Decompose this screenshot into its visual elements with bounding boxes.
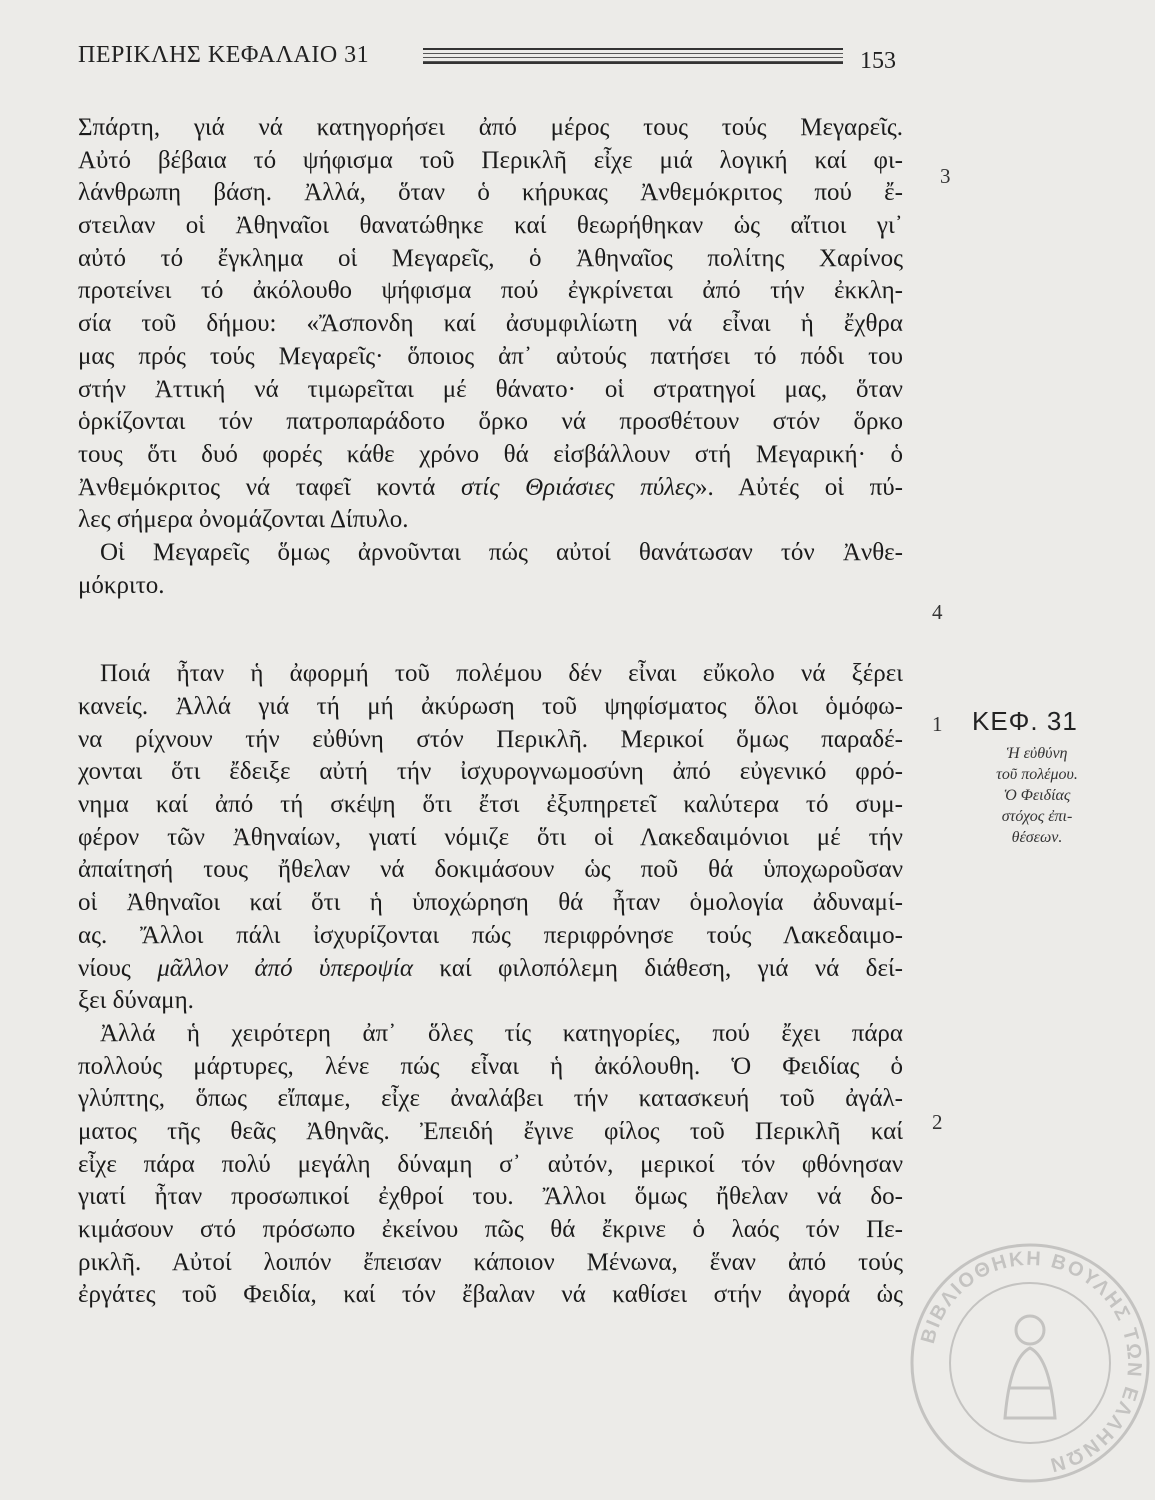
text-line: ρικλῆ. Αὐτοί λοιπόν ἔπεισαν κάποιον Μένωνα, ἕναν ἀπό τούς bbox=[78, 1248, 903, 1276]
text-line bbox=[78, 953, 903, 986]
section-marker: 3 bbox=[940, 164, 951, 188]
margin-note-line: Ὁ Φειδίας bbox=[1003, 787, 1071, 804]
margin-note-line: Ἡ εὐθύνη bbox=[1006, 745, 1068, 762]
text-line: μόκριτο. bbox=[78, 571, 165, 599]
paragraph-gap bbox=[78, 602, 903, 658]
italic-phrase: μᾶλλον ἀπό ὑπεροψία bbox=[157, 954, 413, 982]
text-segment: ». Αὐτές οἱ πύ- bbox=[695, 473, 903, 501]
text-line: ἐργάτες τοῦ Φειδία, καί τόν ἔβαλαν νά καθίσει στήν ἀγορά ὡς bbox=[78, 1281, 903, 1309]
text-line: σία τοῦ δήμου: «Ἄσπονδη καί ἀσυμφιλίωτη νά εἶναι ἡ ἔχθρα bbox=[78, 310, 903, 338]
text-line: προτείνει τό ἀκόλουθο ψήφισμα πού ἐγκρίνεται ἀπό τήν ἐκκλη- bbox=[78, 277, 903, 305]
stamp-text: ΒΙΒΛΙΟΘΗΚΗ ΒΟΥΛΗΣ ΤΩΝ ΕΛΛΗΝΩΝ bbox=[916, 1247, 1146, 1477]
text-line: κανείς. Ἀλλά γιά τή μή ἀκύρωση τοῦ ψηφίσματος ὅλοι ὁμόφω- bbox=[78, 693, 903, 720]
text-line: χονται ὅτι ἔδειξε αὐτή τήν ἰσχυρογνωμοσύνη ἀπό εὐγενικό φρό- bbox=[78, 758, 903, 786]
text-line: γιατί ἦταν προσωπικοί ἐχθροί του. Ἄλλοι ὅμως ἤθελαν νά δο- bbox=[78, 1183, 903, 1211]
text-line: γλύπτης, ὅπως εἴπαμε, εἶχε ἀναλάβει τήν κατασκευή τοῦ ἀγάλ- bbox=[78, 1085, 903, 1113]
chapter-heading: ΚΕΦ. 31 bbox=[972, 706, 1078, 736]
section-marker: 2 bbox=[932, 1110, 943, 1134]
section-marker: 4 bbox=[932, 600, 943, 624]
svg-text:ΒΙΒΛΙΟΘΗΚΗ ΒΟΥΛΗΣ ΤΩΝ ΕΛΛΗΝΩΝ bbox=[917, 1248, 1145, 1477]
text-line: λες σήμερα ὀνομάζονται Δίπυλο. bbox=[78, 506, 409, 534]
header-title: ΠΕΡΙΚΛΗΣ ΚΕΦΑΛΑΙΟ 31 bbox=[78, 42, 370, 68]
text-line: ματος τῆς θεᾶς Ἀθηνᾶς. Ἐπειδή ἔγινε φίλος τοῦ Περικλῆ καί bbox=[78, 1117, 903, 1145]
stamp-figure-icon bbox=[1005, 1316, 1055, 1418]
text-line: να ρίχνουν τήν εὐθύνη στόν Περικλῆ. Μερικοί ὅμως παραδέ- bbox=[78, 725, 903, 753]
page-number: 153 bbox=[860, 48, 896, 74]
text-line: πολλούς μάρτυρες, λένε πώς εἶναι ἡ ἀκόλουθη. Ὁ Φειδίας ὁ bbox=[78, 1052, 903, 1080]
text-line: αὐτό τό ἔγκλημα οἱ Μεγαρεῖς, ὁ Ἀθηναῖος πολίτης Χαρίνος bbox=[78, 244, 903, 272]
running-header bbox=[78, 40, 898, 80]
main-text bbox=[78, 112, 903, 1312]
text-line: νημα καί ἀπό τή σκέψη ὅτι ἔτσι ἐξυπηρετεῖ καλύτερα τό συμ- bbox=[78, 791, 903, 819]
text-segment: Ἀνθεμόκριτος νά ταφεῖ κοντά bbox=[78, 473, 462, 501]
text-line: ας. Ἄλλοι πάλι ἰσχυρίζονται πώς περιφρόνησε τούς Λακεδαιμο- bbox=[78, 921, 903, 949]
text-line: φέρον τῶν Ἀθηναίων, γιατί νόμιζε ὅτι οἱ Λακεδαιμόνιοι μέ τήν bbox=[78, 823, 903, 851]
text-line: στήν Ἀττική νά τιμωρεῖται μέ θάνατο· οἱ στρατηγοί μας, ὅταν bbox=[78, 375, 903, 403]
text-line: ὁρκίζονται τόν πατροπαράδοτο ὅρκο νά προσθέτουν στόν ὅρκο bbox=[78, 408, 903, 436]
text-line: στειλαν οἱ Ἀθηναῖοι θανατώθηκε καί θεωρήθηκαν ὡς αἴτιοι γι᾽ bbox=[78, 212, 903, 240]
header-rule bbox=[423, 48, 843, 64]
text-line: ἀπαίτησή τους ἤθελαν νά δοκιμάσουν ὡς ποῦ θά ὑποχωροῦσαν bbox=[78, 856, 903, 884]
margin-note bbox=[972, 706, 1122, 848]
text-line: λάνθρωπη βάση. Ἀλλά, ὅταν ὁ κήρυκας Ἀνθεμόκριτος πού ἔ- bbox=[78, 179, 903, 207]
margin-note-line: στόχος ἐπι- bbox=[1001, 808, 1073, 825]
margin-note-line: τοῦ πολέμου. bbox=[996, 766, 1078, 783]
italic-phrase: στίς Θριάσιες πύλες bbox=[461, 473, 696, 501]
text-line: μας πρός τούς Μεγαρεῖς· ὅποιος ἀπ᾽ αὐτούς πατήσει τό πόδι του bbox=[78, 342, 903, 370]
text-line: Σπάρτη, γιά νά κατηγορήσει ἀπό μέρος τους τούς Μεγαρεῖς. bbox=[78, 114, 903, 141]
text-line: κιμάσουν στό πρόσωπο ἐκείνου πῶς θά ἔκρινε ὁ λαός τόν Πε- bbox=[78, 1216, 903, 1243]
text-line bbox=[78, 472, 903, 505]
margin-note-line: θέσεων. bbox=[1011, 829, 1063, 846]
text-line: ξει δύναμη. bbox=[78, 987, 194, 1015]
text-segment: καί φιλοπόλεμη διάθεση, γιά νά δεί- bbox=[413, 954, 904, 982]
text-line: Αὐτό βέβαια τό ψήφισμα τοῦ Περικλῆ εἶχε μιά λογική καί φι- bbox=[78, 146, 903, 174]
text-line: Ἀλλά ἡ χειρότερη ἀπ᾽ ὅλες τίς κατηγορίες, πού ἔχει πάρα bbox=[100, 1019, 903, 1047]
library-stamp bbox=[905, 1238, 1155, 1488]
text-line: τους ὅτι δυό φορές κάθε χρόνο θά εἰσβάλλουν στή Μεγαρική· ὁ bbox=[78, 440, 903, 468]
text-line: Οἱ Μεγαρεῖς ὅμως ἀρνοῦνται πώς αὐτοί θανάτωσαν τόν Ἀνθε- bbox=[100, 538, 903, 566]
section-marker: 1 bbox=[932, 712, 943, 736]
text-line: Ποιά ἦταν ἡ ἀφορμή τοῦ πολέμου δέν εἶναι εὔκολο νά ξέρει bbox=[100, 660, 903, 688]
text-segment: νίους bbox=[78, 954, 158, 982]
text-line: εἶχε πάρα πολύ μεγάλη δύναμη σ᾽ αὐτόν, μερικοί τόν φθόνησαν bbox=[78, 1150, 903, 1178]
text-line: οἱ Ἀθηναῖοι καί ὅτι ἡ ὑποχώρηση θά ἦταν ὁμολογία ἀδυναμί- bbox=[78, 889, 903, 917]
